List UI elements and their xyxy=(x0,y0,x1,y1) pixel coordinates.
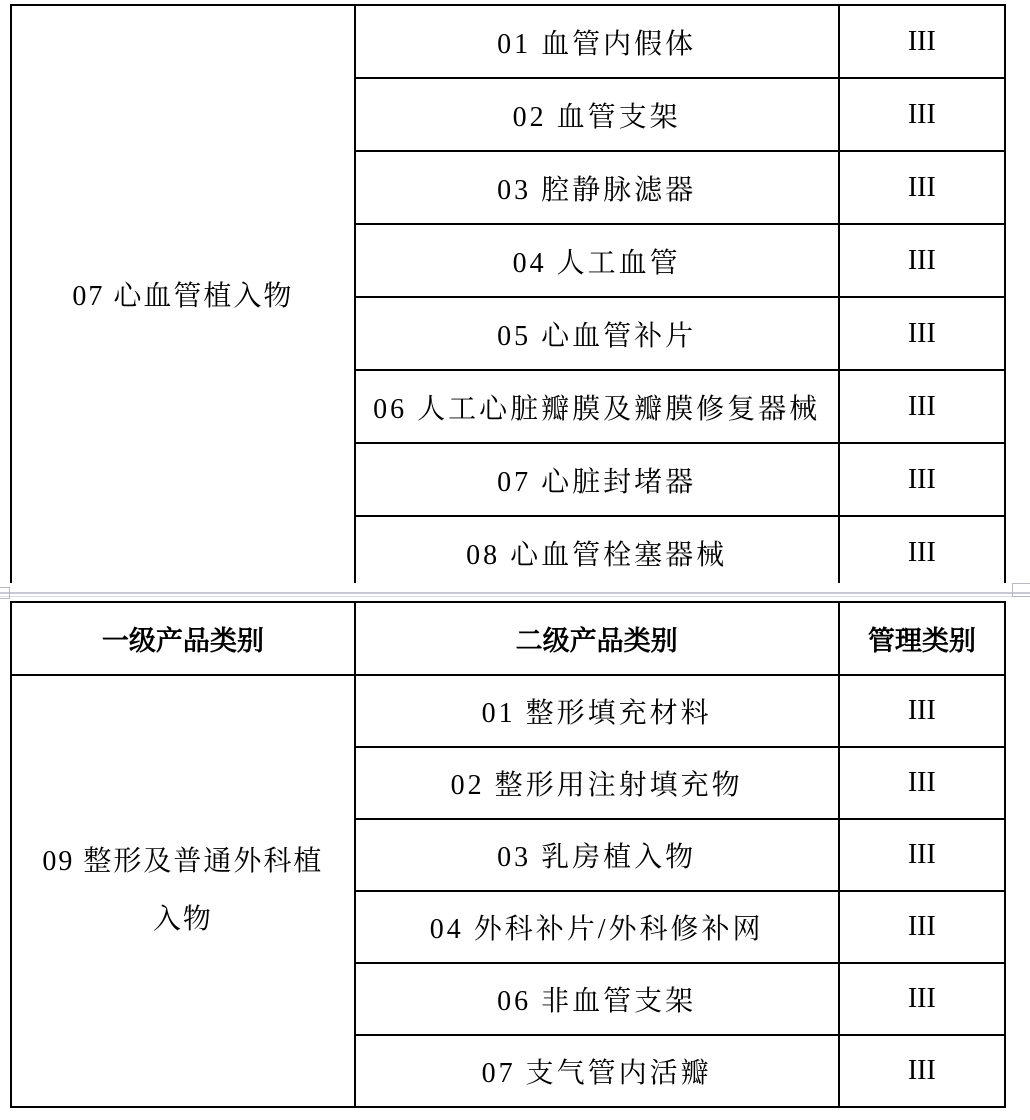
management-class-cell: III xyxy=(839,1035,1005,1107)
header-management: 管理类别 xyxy=(839,602,1005,675)
level2-category-cell: 05 心血管补片 xyxy=(355,297,839,370)
management-class-cell: III xyxy=(839,747,1005,819)
level2-category-cell: 03 乳房植入物 xyxy=(355,819,839,891)
management-class-cell: III xyxy=(839,819,1005,891)
level2-category-cell: 04 外科补片/外科修补网 xyxy=(355,891,839,963)
management-class-cell: III xyxy=(839,297,1005,370)
level2-category-cell: 02 血管支架 xyxy=(355,78,839,151)
management-class-cell: III xyxy=(839,5,1005,78)
level2-category-cell: 03 腔静脉滤器 xyxy=(355,151,839,224)
management-class-cell: III xyxy=(839,516,1005,589)
level2-category-cell: 08 心血管栓塞器械 xyxy=(355,516,839,589)
table-header-row xyxy=(11,602,1005,675)
level1-category-cell xyxy=(11,5,355,589)
management-class-cell: III xyxy=(839,963,1005,1035)
classification-table-bottom xyxy=(10,601,1006,1108)
level2-category-cell: 02 整形用注射填充物 xyxy=(355,747,839,819)
level2-category-cell: 07 支气管内活瓣 xyxy=(355,1035,839,1107)
level2-category-cell: 01 整形填充材料 xyxy=(355,675,839,747)
level1-category-line1: 09 整形及普通外科植 xyxy=(42,846,324,877)
management-class-cell: III xyxy=(839,151,1005,224)
header-level2: 二级产品类别 xyxy=(355,602,839,675)
level1-category-line2: 入物 xyxy=(152,904,213,935)
header-level1: 一级产品类别 xyxy=(11,602,355,675)
level2-category-cell: 04 人工血管 xyxy=(355,224,839,297)
level2-category-cell: 01 血管内假体 xyxy=(355,5,839,78)
level1-category-text: 07 心血管植入物 xyxy=(72,281,294,312)
classification-table-top xyxy=(10,4,1006,590)
table-row xyxy=(11,5,1005,78)
page-corner-mark-left xyxy=(0,587,10,599)
level2-category-cell: 06 人工心脏瓣膜及瓣膜修复器械 xyxy=(355,370,839,443)
level2-category-cell: 06 非血管支架 xyxy=(355,963,839,1035)
page-corner-mark-right xyxy=(1012,583,1030,597)
level2-category-cell: 07 心脏封堵器 xyxy=(355,443,839,516)
page-break-line-secondary xyxy=(0,596,1030,597)
management-class-cell: III xyxy=(839,370,1005,443)
management-class-cell: III xyxy=(839,78,1005,151)
management-class-cell: III xyxy=(839,891,1005,963)
table-row xyxy=(11,675,1005,747)
management-class-cell: III xyxy=(839,675,1005,747)
level1-category-cell xyxy=(11,675,355,1107)
management-class-cell: III xyxy=(839,443,1005,516)
page-break-line xyxy=(0,592,1030,594)
management-class-cell: III xyxy=(839,224,1005,297)
